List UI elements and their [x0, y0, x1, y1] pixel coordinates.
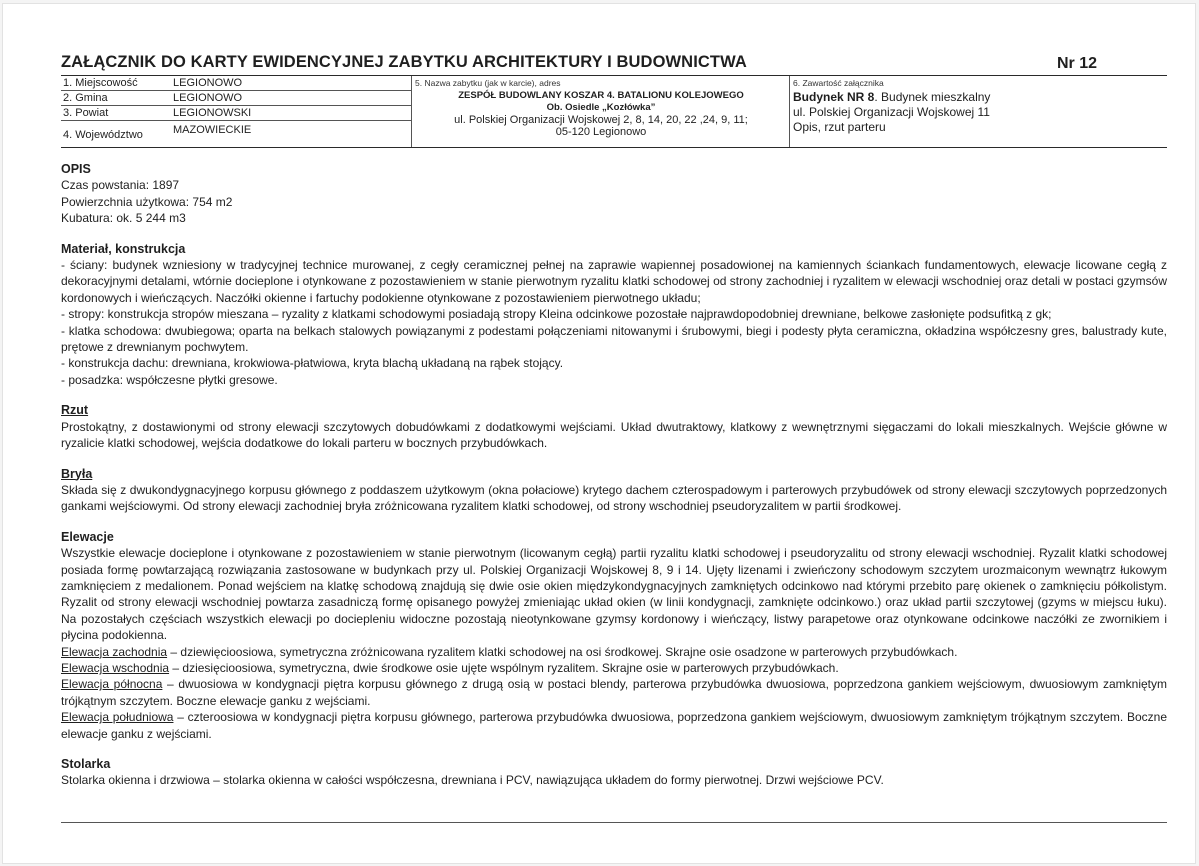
- monument-estate: Ob. Osiedle „Kozłówka”: [546, 102, 656, 113]
- location-column: [61, 76, 411, 147]
- location-value: LEGIONOWSKI: [173, 107, 252, 119]
- elewacja-item: [61, 660, 1167, 676]
- monument-postal: 05-120 Legionowo: [555, 126, 647, 138]
- section-title-elewacje: Elewacje: [61, 529, 114, 544]
- attachment-column: [789, 76, 1168, 147]
- building-number: Budynek NR 8: [793, 90, 875, 104]
- elewacja-name: Elewacja zachodnia: [61, 644, 168, 659]
- material-paragraph: - ściany: budynek wzniesiony w tradycyjnej technice murowanej, z cegły ceramicznej pełnej na zaprawie wapiennej posadowionej na kamiennych ściankach fundamentowych, elewacje licowane cegłą z dekoracyjnymi detalami, wtórnie docieplone i otynkowane z pozostawieniem w stanie pierwotnym ryzalitu klatki schodowej od strony zachodniej i ryzalitem w elewacji wschodniej oraz detali w postaci gzymsów kordonowych i wieńczących. Naczółki okienne i fartuchy podokienne otynkowane z pozostawieniem pierwotnego układu;: [61, 258, 1167, 305]
- elewacja-item: [61, 676, 1167, 709]
- location-value: LEGIONOWO: [173, 92, 243, 104]
- stolarka-text: Stolarka okienna i drzwiowa – stolarka okienna w całości współczesna, drewniana i PCV, nawiązująca układem do formy pierwotnej. Drzwi wejściowe PCV.: [61, 773, 884, 788]
- document-content: [61, 161, 1167, 789]
- location-value: LEGIONOWO: [173, 77, 243, 89]
- section-title-rzut: Rzut: [61, 403, 89, 418]
- elewacja-text: – dwuosiowa w kondygnacji piętra korpusu głównego z drugą osią w postaci blendy, parterowa przybudówka dwuosiowa, poprzedzona gankiem wejściowym, dwuosiowym zamkniętym trójkątnym szczytem. Boczne elewacje ganku z wejściami.: [61, 677, 1167, 708]
- location-row: [61, 76, 411, 91]
- section-title-bryla: Bryła: [61, 466, 93, 481]
- opis-line: Kubatura: ok. 5 244 m3: [61, 211, 186, 226]
- attachment-address: ul. Polskiej Organizacji Wojskowej 11: [793, 105, 990, 119]
- elewacja-name: Elewacja południowa: [61, 710, 174, 725]
- elewacja-name: Elewacja północna: [61, 677, 163, 692]
- bryla-text: Składa się z dwukondygnacyjnego korpusu głównego z poddaszem użytkowym (okna połaciowe) krytego dachem czterospadowym i parterowych przybudówek od strony elewacji szczytowych poprzedzonych gankami wejściowymi. Od strony elewacji zachodniej bryła zróżnicowana ryzalitem klatki schodowej, od strony wschodniej pseudoryzalitem w partii środkowej.: [61, 482, 1167, 514]
- building-type: . Budynek mieszkalny: [874, 90, 991, 104]
- elewacja-text: – dziewięcioosiowa, symetryczna zróżnicowana ryzalitem klatki schodowej na osi środkowej. Skrajne osie osadzone w parterowych przybudówkach.: [167, 644, 958, 659]
- elewacja-item: [61, 709, 1167, 742]
- material-paragraph: - konstrukcja dachu: drewniana, krokwiowa-płatwiowa, kryta blachą układaną na rąbek stojący.: [61, 356, 564, 371]
- location-key: 2. Gmina: [63, 92, 108, 104]
- elewacja-name: Elewacja wschodnia: [61, 660, 170, 675]
- material-paragraph: - posadzka: współczesne płytki gresowe.: [61, 372, 278, 387]
- material-paragraph: - klatka schodowa: dwubiegowa; oparta na belkach stalowych powiązanymi z podestami połączeniami nitowanymi i śrubowymi, biegi i podesty płyta ceramiczna, okładzina współczesny gres, balustrady kute, prętowe z drewnianym pochwytem.: [61, 323, 1167, 355]
- section-title-material: Materiał, konstrukcja: [61, 241, 186, 256]
- location-key: 3. Powiat: [63, 107, 109, 119]
- monument-column: [411, 76, 790, 147]
- attachment-label: 6. Zawartość załącznika: [793, 78, 884, 88]
- elewacja-item: [61, 644, 1167, 660]
- opis-line: Powierzchnia użytkowa: 754 m2: [61, 194, 233, 209]
- monument-name: ZESPÓŁ BUDOWLANY KOSZAR 4. BATALIONU KOLEJOWEGO: [458, 90, 744, 101]
- header-table: [61, 75, 1167, 148]
- footer-divider: [61, 822, 1167, 823]
- attachment-contents: Opis, rzut parteru: [793, 120, 886, 134]
- document-page: [3, 4, 1195, 863]
- document-title: ZAŁĄCZNIK DO KARTY EWIDENCYJNEJ ZABYTKU ARCHITEKTURY I BUDOWNICTWA: [61, 53, 747, 71]
- section-title-opis: OPIS: [61, 162, 91, 176]
- attachment-building: [790, 90, 1168, 104]
- elewacja-text: – czteroosiowa w kondygnacji piętra korpusu głównego, parterowa przybudówka dwuosiowa, poprzedzona gankiem wejściowym, dwuosiowym zamkniętym trójkątnym szczytem. Boczne elewacje ganku z wejściami.: [61, 710, 1167, 741]
- material-paragraph: - stropy: konstrukcja stropów mieszana – ryzality z klatkami schodowymi posiadają stropy Kleina odcinkowe pozostałe najprawdopodobniej drewniane, belkowe zasłonięte podsufitką z gk;: [61, 307, 1052, 322]
- monument-label: 5. Nazwa zabytku (jak w karcie), adres: [415, 78, 561, 88]
- location-row: [61, 121, 411, 148]
- location-row: [61, 91, 411, 106]
- rzut-text: Prostokątny, z dostawionymi od strony elewacji szczytowych dobudówkami z dodatkowymi wejściami. Układ dwutraktowy, klatkowy z wewnętrznymi sięgaczami do lokali mieszkalnych. Wejście główne w ryzalicie klatki schodowej, wejścia dodatkowe do lokali parteru w bocznych przybudówkach.: [61, 419, 1167, 451]
- opis-line: Czas powstania: 1897: [61, 178, 180, 193]
- location-row: [61, 106, 411, 121]
- location-key: 4. Województwo: [63, 129, 143, 141]
- elewacja-text: – dziesięcioosiowa, symetryczna, dwie środkowe osie ujęte wspólnym ryzalitem. Skrajne osie w parterowych przybudówkach.: [169, 660, 839, 675]
- document-number: Nr 12: [1057, 55, 1098, 72]
- elewacje-intro: Wszystkie elewacje docieplone i otynkowane z pozostawieniem w stanie pierwotnym (licowanym cegłą) partii ryzalitu klatki schodowej i pseudoryzalitu od strony elewacji wschodniej. Ryzalit klatki schodowej posiada formę powtarzającą rozwiązania zastosowane w budynkach przy ul. Polskiej Organizacji Wojskowej 8, 9 i 14. Ujęty lizenami i zwieńczony schodowym szczytem urozmaiconym wewnątrz łukowym zamknięciem z medalionem. Ponad wejściem na klatkę schodową znajdują się dwie osie okien międzykondygnacyjnych zamkniętych odcinkowo nad którymi przebito parę okienek o zamknięciu półkolistym. Ryzalit od strony elewacji wschodniej powtarza zasadniczą formę opisanego powyżej zmieniając układ okien (w linii kondygnacji, zamknięte odcinkowo.) oraz układ partii szczytowej (gzyms w miejscu łuku). Na pozostałych częściach wszystkich elewacji po dociepleniu widoczne pozostają nieotynkowane gzymsy kordonowy i wieńczący, listwy parapetowe oraz otynkowane odcinkowe naczółki ze zwornikiem i płycina podokienna.: [61, 546, 1167, 643]
- monument-address: ul. Polskiej Organizacji Wojskowej 2, 8, 14, 20, 22 ,24, 9, 11;: [454, 114, 748, 126]
- section-title-stolarka: Stolarka: [61, 757, 111, 771]
- location-value: MAZOWIECKIE: [173, 124, 252, 136]
- location-key: 1. Miejscowość: [63, 77, 138, 89]
